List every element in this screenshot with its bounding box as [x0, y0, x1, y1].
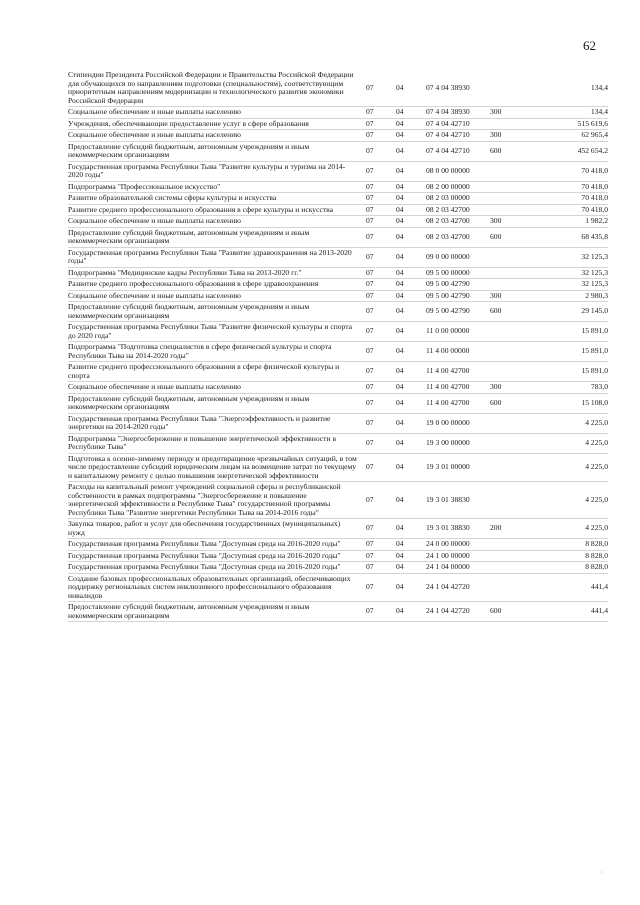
table-row	[68, 602, 608, 622]
row-name: Государственная программа Республики Тыва "Энергоэффективность и развитие энергетики на 2014-2020 годы"	[68, 413, 331, 431]
row-expense-type: 600	[490, 231, 502, 241]
row-amount: 134,4	[590, 82, 608, 92]
row-amount: 8 828,0	[585, 562, 608, 571]
row-expense-type	[490, 181, 530, 193]
row-subsection-code: 04	[396, 539, 404, 548]
row-target-article: 19 3 00 00000	[426, 437, 470, 447]
row-name: Создание базовых профессиональных образовательных организаций, обеспечивающих поддержку региональных систем инклюзивного профессионального образования инвалидов	[68, 573, 351, 600]
row-amount: 15 891,0	[581, 366, 608, 376]
row-section-code: 07	[366, 204, 374, 214]
row-amount: 4 225,0	[585, 417, 608, 427]
row-name: Развитие среднего профессионального образования в сфере здравоохранения	[68, 279, 319, 288]
row-expense-type: 600	[490, 397, 502, 407]
row-expense-type	[490, 482, 530, 519]
row-target-article: 07 4 04 38930	[426, 82, 470, 92]
row-expense-type: 600	[490, 145, 502, 155]
row-target-article: 19 3 01 38830	[426, 494, 470, 504]
row-target-article: 19 3 01 38830	[426, 523, 470, 533]
row-amount: 70 418,0	[581, 181, 608, 191]
row-target-article: 07 4 04 38930	[426, 107, 470, 116]
row-target-article: 24 1 00 00000	[426, 550, 470, 560]
table-row	[68, 141, 608, 161]
row-expense-type	[490, 267, 530, 279]
row-expense-type	[490, 193, 530, 205]
row-section-code: 07	[366, 181, 374, 191]
row-subsection-code: 04	[396, 193, 404, 202]
row-amount: 4 225,0	[585, 462, 608, 471]
row-section-code: 07	[366, 165, 374, 175]
table-row	[68, 550, 608, 562]
page-number: 62	[583, 38, 596, 53]
row-section-code: 07	[366, 251, 374, 261]
row-name: Подпрограмма "Энергосбережение и повышение энергетической эффективности в Республике Тыва"	[68, 433, 337, 451]
table-row	[68, 227, 608, 247]
row-subsection-code: 04	[396, 204, 404, 214]
table-row	[68, 193, 608, 205]
table-row	[68, 267, 608, 279]
row-target-article: 19 3 01 00000	[426, 462, 470, 471]
row-amount: 32 125,3	[581, 279, 608, 288]
row-name: Подпрограмма "Медицинские кадры Республики Тыва на 2013-2020 гг."	[68, 267, 302, 277]
row-target-article: 08 2 03 00000	[426, 193, 470, 202]
row-target-article: 11 0 00 00000	[426, 326, 470, 336]
table-row	[68, 181, 608, 193]
row-subsection-code: 04	[396, 118, 404, 128]
row-subsection-code: 04	[396, 267, 404, 277]
row-section-code: 07	[366, 346, 374, 356]
table-row	[68, 519, 608, 539]
row-amount: 8 828,0	[585, 539, 608, 548]
row-name: Государственная программа Республики Тыва "Доступная среда на 2016-2020 годы"	[68, 562, 341, 571]
row-name: Предоставление субсидий бюджетным, автономным учреждениям и иным некоммерческим организациям	[68, 302, 310, 320]
table-row	[68, 573, 608, 602]
row-amount: 2 980,3	[585, 290, 608, 300]
table-row	[68, 393, 608, 413]
row-name: Предоставление субсидий бюджетным, автономным учреждениям и иным некоммерческим организациям	[68, 602, 310, 620]
table-row	[68, 107, 608, 119]
row-target-article: 07 4 04 42710	[426, 145, 470, 155]
row-name: Государственная программа Республики Тыва "Развитие физической культуры и спорта до 2020 года"	[68, 322, 353, 340]
row-name: Государственная программа Республики Тыва "Развитие культуры и туризма на 2014-2020 годы"	[68, 161, 346, 179]
table-row	[68, 161, 608, 181]
row-amount: 515 619,6	[577, 118, 608, 128]
table-row	[68, 382, 608, 394]
row-subsection-code: 04	[396, 130, 404, 139]
row-target-article: 09 0 00 00000	[426, 251, 470, 261]
row-expense-type	[490, 279, 530, 291]
row-section-code: 07	[366, 382, 374, 391]
row-subsection-code: 04	[396, 494, 404, 504]
row-target-article: 11 4 00 42700	[426, 366, 470, 376]
row-amount: 68 435,8	[581, 231, 608, 241]
row-subsection-code: 04	[396, 145, 404, 155]
row-subsection-code: 04	[396, 107, 404, 116]
row-target-article: 09 5 00 00000	[426, 267, 470, 277]
row-name: Социальное обеспечение и иные выплаты населению	[68, 107, 241, 116]
row-name: Социальное обеспечение и иные выплаты населению	[68, 290, 241, 300]
row-target-article: 24 0 00 00000	[426, 539, 470, 548]
row-section-code: 07	[366, 145, 374, 155]
row-subsection-code: 04	[396, 397, 404, 407]
row-expense-type	[490, 573, 530, 602]
row-amount: 8 828,0	[585, 550, 608, 560]
row-expense-type: 300	[490, 290, 502, 300]
row-expense-type	[490, 161, 530, 181]
row-amount: 15 891,0	[581, 326, 608, 336]
row-expense-type: 300	[490, 107, 502, 116]
row-subsection-code: 04	[396, 366, 404, 376]
row-name: Закупка товаров, работ и услуг для обеспечения государственных (муниципальных) нужд	[68, 519, 341, 537]
row-subsection-code: 04	[396, 181, 404, 191]
row-subsection-code: 04	[396, 165, 404, 175]
row-expense-type	[490, 247, 530, 267]
table-row	[68, 453, 608, 482]
row-subsection-code: 04	[396, 326, 404, 336]
row-name: Социальное обеспечение и иные выплаты населению	[68, 382, 241, 391]
row-target-article: 07 4 04 42710	[426, 118, 470, 128]
table-row	[68, 290, 608, 302]
table-row	[68, 204, 608, 216]
row-section-code: 07	[366, 539, 374, 548]
row-expense-type	[490, 562, 530, 574]
row-section-code: 07	[366, 523, 374, 533]
budget-table-body	[68, 70, 608, 622]
row-name: Учреждения, обеспечивающие предоставление услуг в сфере образования	[68, 118, 309, 128]
budget-table	[68, 70, 608, 622]
row-name: Подпрограмма "Подготовка специалистов в сфере физической культуры и спорта Республики Тыва на 2014-2020 годы"	[68, 342, 332, 360]
row-subsection-code: 04	[396, 216, 404, 225]
table-row	[68, 482, 608, 519]
row-target-article: 08 2 00 00000	[426, 181, 470, 191]
row-expense-type	[490, 118, 530, 130]
row-expense-type	[490, 539, 530, 551]
row-expense-type	[490, 550, 530, 562]
row-target-article: 24 1 04 00000	[426, 562, 470, 571]
row-subsection-code: 04	[396, 279, 404, 288]
row-section-code: 07	[366, 290, 374, 300]
table-row	[68, 539, 608, 551]
row-subsection-code: 04	[396, 550, 404, 560]
row-subsection-code: 04	[396, 582, 404, 591]
row-section-code: 07	[366, 606, 374, 616]
table-row	[68, 70, 608, 107]
row-name: Стипендии Президента Российской Федерации и Правительства Российской Федерации для обучающихся по направлениям подготовки (специальностям), соответствующим приоритетным направлениям модернизации и технологического развития экономики Российской Федерации	[68, 70, 354, 105]
row-amount: 62 965,4	[581, 130, 608, 139]
row-section-code: 07	[366, 437, 374, 447]
row-name: Предоставление субсидий бюджетным, автономным учреждениям и иным некоммерческим организациям	[68, 393, 310, 411]
row-section-code: 07	[366, 462, 374, 471]
row-expense-type: 600	[490, 606, 502, 616]
row-section-code: 07	[366, 397, 374, 407]
row-target-article: 09 5 00 42790	[426, 279, 470, 288]
table-row	[68, 130, 608, 142]
table-row	[68, 302, 608, 322]
row-target-article: 24 1 04 42720	[426, 582, 470, 591]
table-row	[68, 342, 608, 362]
row-subsection-code: 04	[396, 251, 404, 261]
row-expense-type	[490, 322, 530, 342]
table-row	[68, 247, 608, 267]
table-row	[68, 362, 608, 382]
row-target-article: 08 2 03 42700	[426, 231, 470, 241]
row-expense-type	[490, 70, 530, 107]
row-target-article: 11 4 00 42700	[426, 382, 470, 391]
table-row	[68, 322, 608, 342]
row-amount: 70 418,0	[581, 165, 608, 175]
row-target-article: 19 0 00 00000	[426, 417, 470, 427]
row-expense-type	[490, 204, 530, 216]
row-expense-type: 300	[490, 216, 502, 225]
row-subsection-code: 04	[396, 306, 404, 316]
row-subsection-code: 04	[396, 82, 404, 92]
row-expense-type	[490, 453, 530, 482]
row-target-article: 07 4 04 42710	[426, 130, 470, 139]
table-row	[68, 216, 608, 228]
row-target-article: 09 5 00 42790	[426, 290, 470, 300]
row-amount: 15 108,0	[581, 397, 608, 407]
row-subsection-code: 04	[396, 437, 404, 447]
row-subsection-code: 04	[396, 562, 404, 571]
row-name: Государственная программа Республики Тыва "Доступная среда на 2016-2020 годы"	[68, 539, 341, 548]
row-section-code: 07	[366, 267, 374, 277]
row-section-code: 07	[366, 107, 374, 116]
row-name: Подпрограмма "Профессиональное искусство"	[68, 181, 221, 191]
row-target-article: 11 4 00 42700	[426, 397, 470, 407]
row-name: Государственная программа Республики Тыва "Развитие здравоохранения на 2013-2020 годы"	[68, 247, 352, 265]
row-target-article: 11 4 00 00000	[426, 346, 470, 356]
row-amount: 15 891,0	[581, 346, 608, 356]
row-name: Развитие образовательной системы сферы культуры и искусства	[68, 193, 277, 202]
row-section-code: 07	[366, 562, 374, 571]
row-subsection-code: 04	[396, 523, 404, 533]
row-section-code: 07	[366, 216, 374, 225]
row-section-code: 07	[366, 118, 374, 128]
row-amount: 70 418,0	[581, 204, 608, 214]
row-section-code: 07	[366, 193, 374, 202]
row-amount: 32 125,3	[581, 267, 608, 277]
table-row	[68, 279, 608, 291]
row-name: Подготовка к осенне-зимнему периоду и предотвращение чрезвычайных ситуаций, в том числе предоставление субсидий юридическим лицам на возмещение затрат по текущему и капитальному ремонту с целью повышения энергетической эффективности	[68, 453, 357, 480]
row-subsection-code: 04	[396, 417, 404, 427]
row-expense-type: 200	[490, 523, 502, 533]
row-expense-type: 600	[490, 306, 502, 316]
row-expense-type	[490, 413, 530, 433]
row-section-code: 07	[366, 417, 374, 427]
row-expense-type	[490, 342, 530, 362]
row-target-article: 08 2 03 42700	[426, 204, 470, 214]
row-expense-type	[490, 362, 530, 382]
row-name: Расходы на капитальный ремонт учреждений социальной сферы и республиканской собственности в рамках подпрограммы "Энергосбережение и повышение энергетической эффективности в Республике Тыва" государственной программы Республики Тыва "Развитие энергетики Республики Тыва на 2014-2016 годы"	[68, 482, 341, 517]
row-amount: 134,4	[590, 107, 608, 116]
row-subsection-code: 04	[396, 382, 404, 391]
row-expense-type: 300	[490, 382, 502, 391]
row-amount: 4 225,0	[585, 437, 608, 447]
row-section-code: 07	[366, 231, 374, 241]
row-amount: 4 225,0	[585, 494, 608, 504]
row-amount: 1 982,2	[585, 216, 608, 225]
row-name: Социальное обеспечение и иные выплаты населению	[68, 130, 241, 139]
row-expense-type	[490, 433, 530, 453]
row-section-code: 07	[366, 366, 374, 376]
row-amount: 441,4	[590, 606, 608, 616]
row-name: Государственная программа Республики Тыва "Доступная среда на 2016-2020 годы"	[68, 550, 341, 560]
row-amount: 32 125,3	[581, 251, 608, 261]
row-subsection-code: 04	[396, 462, 404, 471]
row-section-code: 07	[366, 494, 374, 504]
row-name: Предоставление субсидий бюджетным, автономным учреждениям и иным некоммерческим организациям	[68, 141, 310, 159]
scan-mark: ·	[600, 868, 603, 877]
table-row	[68, 118, 608, 130]
row-section-code: 07	[366, 326, 374, 336]
row-section-code: 07	[366, 279, 374, 288]
row-amount: 441,4	[590, 582, 608, 591]
row-amount: 4 225,0	[585, 523, 608, 533]
row-section-code: 07	[366, 582, 374, 591]
row-section-code: 07	[366, 550, 374, 560]
row-subsection-code: 04	[396, 346, 404, 356]
row-subsection-code: 04	[396, 231, 404, 241]
row-name: Социальное обеспечение и иные выплаты населению	[68, 216, 241, 225]
table-row	[68, 562, 608, 574]
table-row	[68, 413, 608, 433]
row-amount: 29 145,0	[581, 306, 608, 316]
row-amount: 783,0	[590, 382, 608, 391]
table-row	[68, 433, 608, 453]
row-name: Развитие среднего профессионального образования в сфере физической культуры и спорта	[68, 362, 340, 380]
row-section-code: 07	[366, 306, 374, 316]
row-target-article: 09 5 00 42790	[426, 306, 470, 316]
row-target-article: 08 2 03 42700	[426, 216, 470, 225]
row-section-code: 07	[366, 82, 374, 92]
row-name: Развитие среднего профессионального образования в сфере культуры и искусства	[68, 204, 333, 214]
row-target-article: 08 0 00 00000	[426, 165, 470, 175]
row-amount: 452 654,2	[577, 145, 608, 155]
row-amount: 70 418,0	[581, 193, 608, 202]
row-section-code: 07	[366, 130, 374, 139]
row-subsection-code: 04	[396, 606, 404, 616]
row-expense-type: 300	[490, 130, 502, 139]
row-target-article: 24 1 04 42720	[426, 606, 470, 616]
row-name: Предоставление субсидий бюджетным, автономным учреждениям и иным некоммерческим организациям	[68, 227, 310, 245]
row-subsection-code: 04	[396, 290, 404, 300]
